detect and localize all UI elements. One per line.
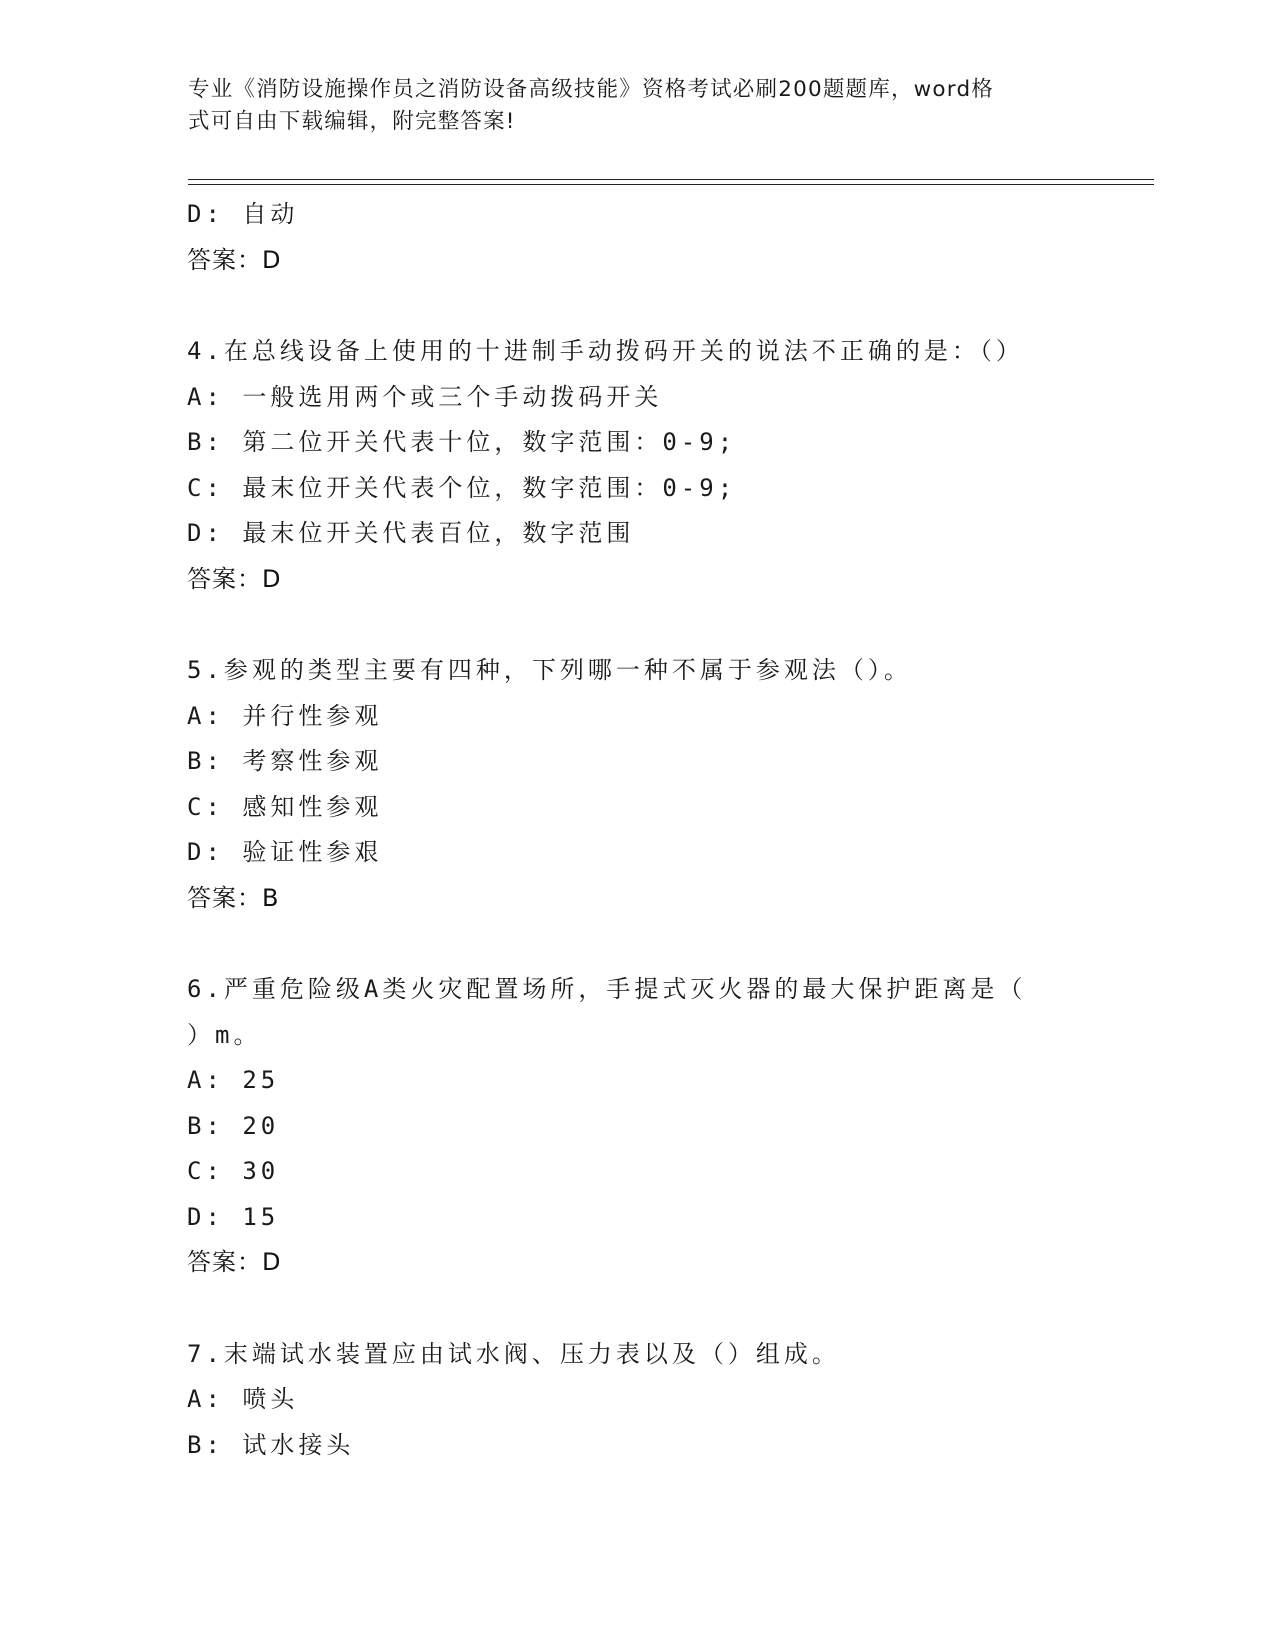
answer: 答案：D: [187, 1248, 282, 1276]
header-divider-top: [188, 179, 1154, 180]
option-d: D: 验证性参艰: [187, 838, 383, 866]
q3-answer: 答案：D: [187, 245, 282, 274]
question-stem: 5.参观的类型主要有四种，下列哪一种不属于参观法（）。: [187, 656, 912, 684]
question-block-7: [187, 1332, 1147, 1469]
option-a: A: 并行性参观: [187, 701, 383, 730]
answer: 答案：D: [187, 564, 282, 593]
option-a: A: 一般选用两个或三个手动拨码开关: [187, 382, 663, 411]
question-stem: 4.在总线设备上使用的十进制手动拨码开关的说法不正确的是：（）: [187, 337, 1024, 365]
option-a: A: 喷头: [187, 1385, 299, 1413]
answer: 答案：B: [187, 883, 280, 912]
header-divider-bottom: [188, 184, 1154, 185]
option-c: C: 感知性参观: [187, 792, 383, 821]
option-a: A: 25: [187, 1066, 280, 1094]
option-d: D: 15: [187, 1202, 280, 1231]
question-block-6: [187, 967, 1147, 1286]
spacer: [187, 602, 1147, 648]
option-c: C: 30: [187, 1157, 280, 1185]
q3-option-d: D: 自动: [187, 200, 299, 228]
spacer: [187, 1286, 1147, 1332]
question-stem: 6.严重危险级A类火灾配置场所，手提式灭火器的最大保护距离是（: [187, 975, 1027, 1003]
option-b: B: 20: [187, 1111, 280, 1140]
question-block-5: [187, 648, 1147, 921]
question-stem: 7.末端试水装置应由试水阀、压力表以及（）组成。: [187, 1339, 840, 1368]
option-b: B: 试水接头: [187, 1430, 355, 1459]
option-b: B: 第二位开关代表十位，数字范围：0-9;: [187, 428, 737, 456]
header-line-1: 专业《消防设施操作员之消防设备高级技能》资格考试必刷200题题库，word格: [188, 77, 994, 102]
spacer: [187, 283, 1147, 329]
question-stem-continued: ）m。: [187, 1020, 262, 1049]
option-b: B: 考察性参观: [187, 747, 383, 775]
page-header: [188, 74, 1078, 138]
option-c: C: 最末位开关代表个位，数字范围：0-9;: [187, 473, 737, 502]
option-d: D: 最末位开关代表百位，数字范围: [187, 519, 635, 547]
header-line-2: 式可自由下载编辑，附完整答案!: [188, 109, 516, 134]
spacer: [187, 921, 1147, 967]
question-list: [187, 192, 1147, 1468]
question-block-4: [187, 329, 1147, 602]
